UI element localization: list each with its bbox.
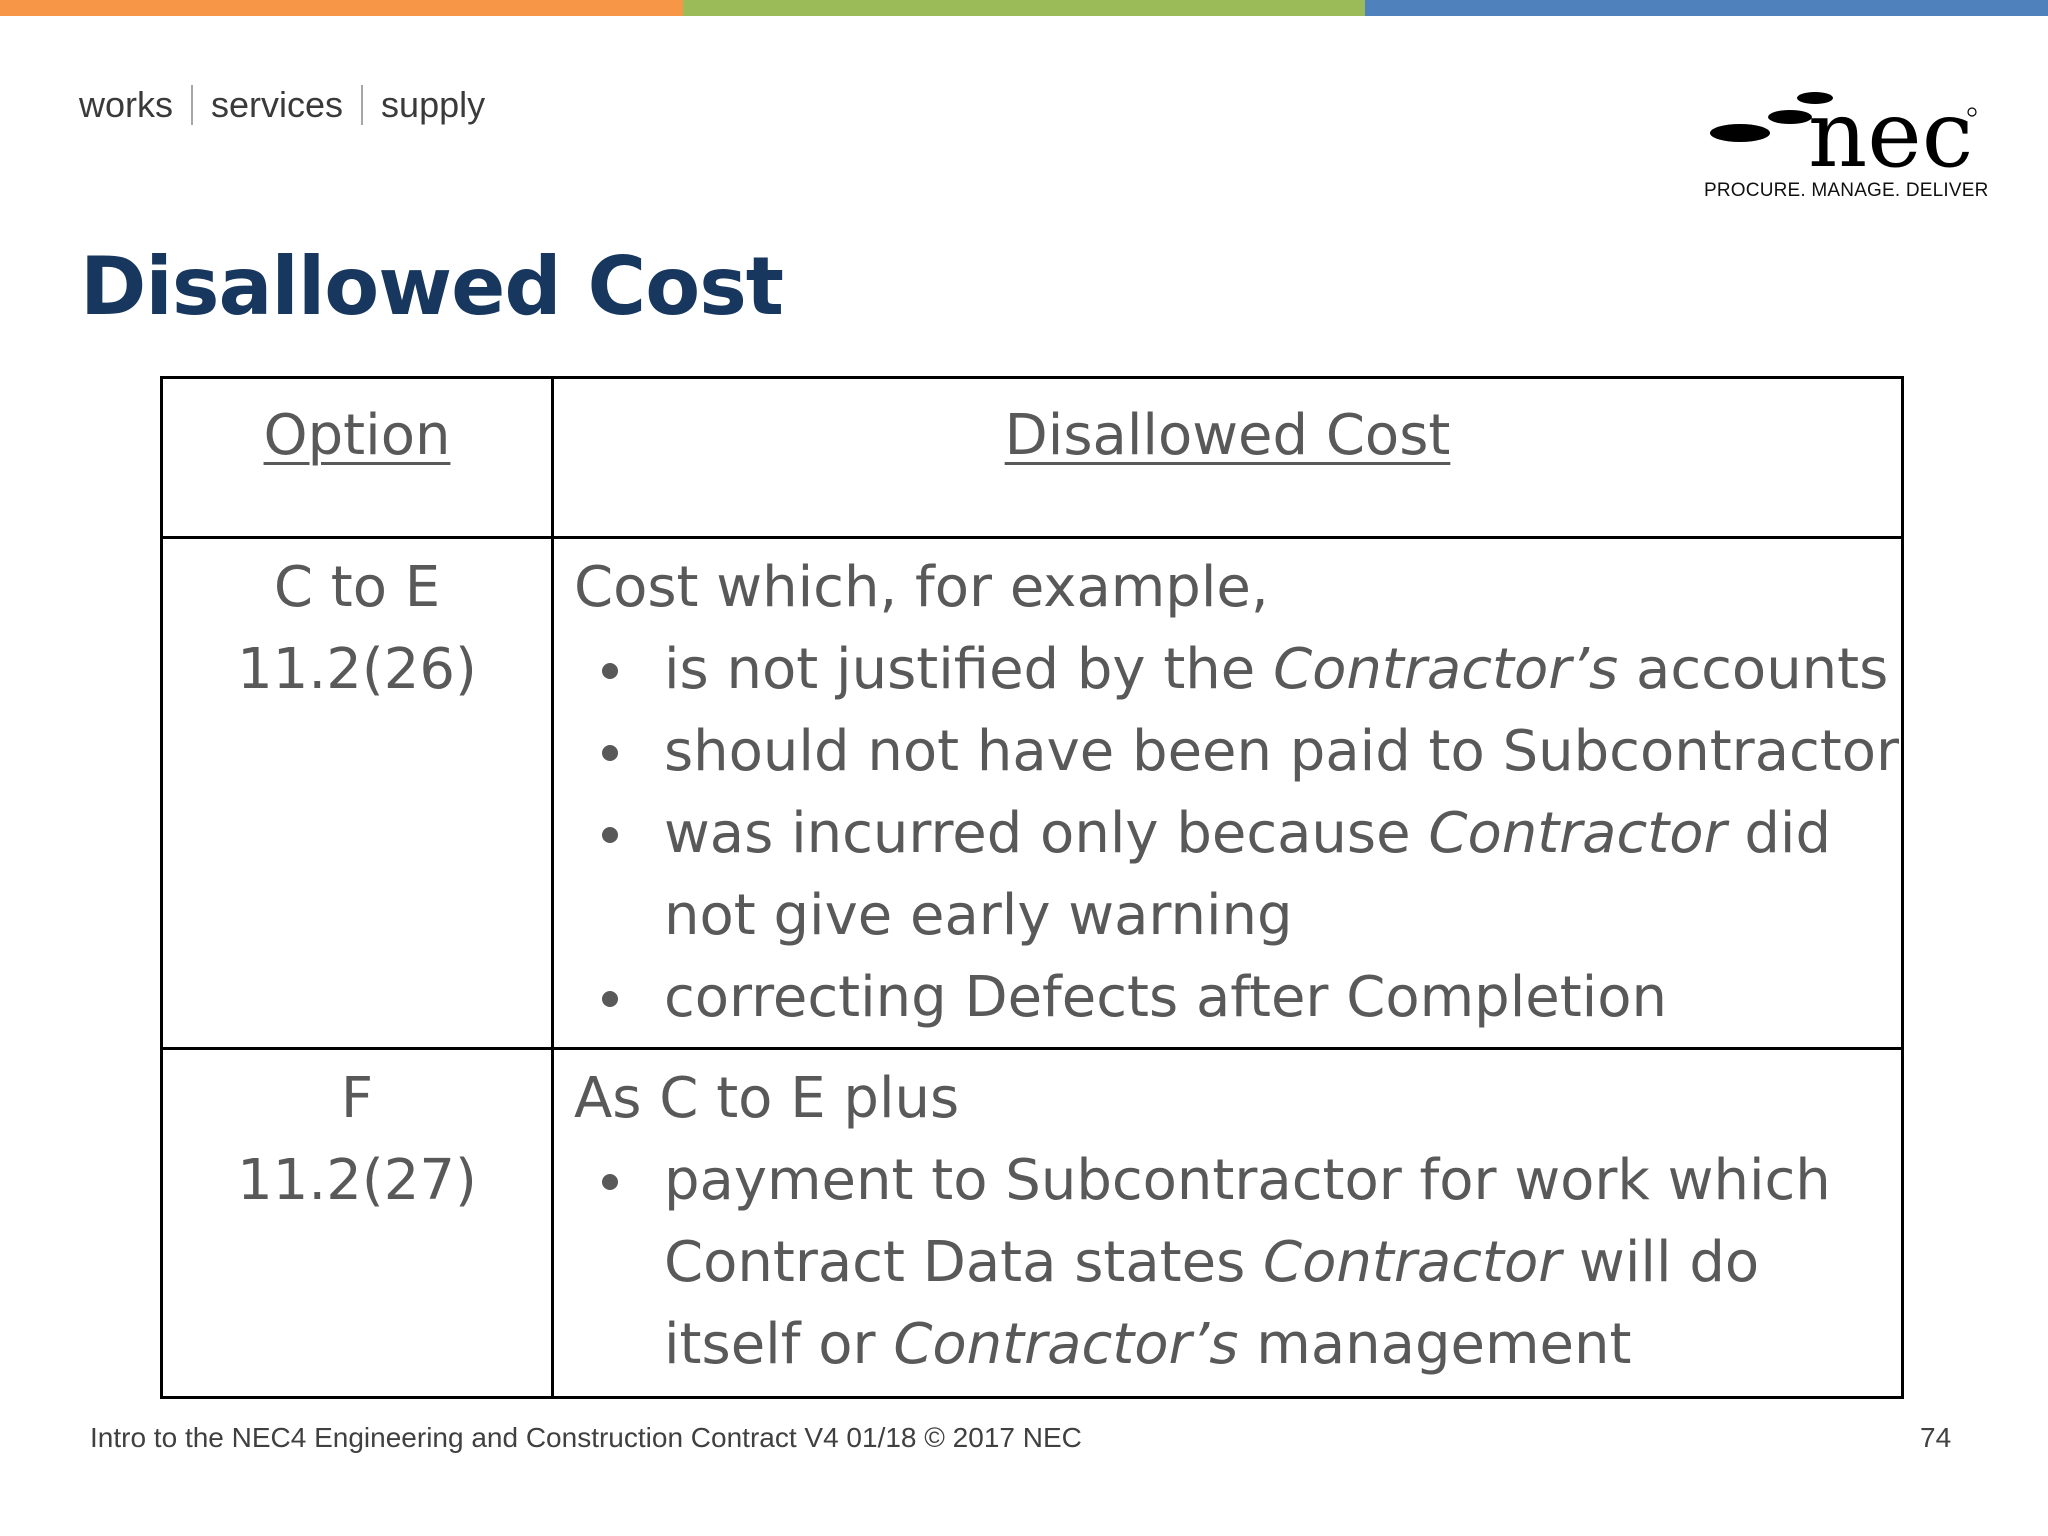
tagline-supply: supply bbox=[381, 84, 486, 125]
bullet-text: correcting Defects after Completion bbox=[664, 965, 1667, 1030]
italic-term: Contractor’s bbox=[893, 1312, 1239, 1377]
footer-text: Intro to the NEC4 Engineering and Construction Contract V4 01/18 © 2017 NEC bbox=[90, 1422, 1082, 1453]
bullet-item bbox=[574, 793, 1901, 957]
description-lead: Cost which, for example, bbox=[574, 555, 1269, 620]
option-clause: 11.2(26) bbox=[237, 637, 477, 702]
tagline-divider bbox=[361, 85, 363, 125]
bullet-item bbox=[574, 711, 1901, 793]
bullet-text: did not give early warning bbox=[664, 801, 1831, 948]
bullet-text: is not justified by the bbox=[664, 637, 1274, 702]
header-option-label: Option bbox=[263, 403, 451, 468]
bullet-text: accounts bbox=[1618, 637, 1889, 702]
bullet-item bbox=[574, 629, 1901, 711]
description-cell bbox=[553, 538, 1903, 1049]
header-tagline bbox=[79, 84, 485, 126]
disallowed-cost-table bbox=[160, 376, 1904, 1399]
option-clause: 11.2(27) bbox=[237, 1148, 477, 1213]
description-lead: As C to E plus bbox=[574, 1066, 960, 1131]
header-disallowed-cost-label: Disallowed Cost bbox=[1004, 403, 1451, 468]
bullet-list bbox=[574, 1140, 1901, 1386]
top-bar-green bbox=[683, 0, 1366, 16]
tagline-services: services bbox=[211, 84, 344, 125]
tagline-divider bbox=[191, 85, 193, 125]
option-cell bbox=[162, 538, 553, 1049]
bullet-text: will do itself or bbox=[664, 1230, 1760, 1377]
table-header-row bbox=[162, 378, 1903, 538]
top-color-bar bbox=[0, 0, 2048, 16]
bullet-item bbox=[574, 1140, 1901, 1386]
header-option bbox=[162, 378, 553, 538]
bullet-list bbox=[574, 629, 1901, 1039]
italic-term: Contractor’s bbox=[1273, 637, 1619, 702]
bullet-item bbox=[574, 957, 1901, 1039]
tagline-works: works bbox=[79, 84, 174, 125]
option-name: F bbox=[340, 1066, 374, 1131]
bullet-text: should not have been paid to Subcontractor bbox=[664, 719, 1900, 784]
option-name: C to E bbox=[273, 555, 441, 620]
nec-logo-mark bbox=[1700, 86, 1980, 176]
bullet-text: was incurred only because bbox=[664, 801, 1429, 866]
header-disallowed-cost bbox=[553, 378, 1903, 538]
option-cell bbox=[162, 1049, 553, 1398]
logo-tagline: PROCURE. MANAGE. DELIVER bbox=[1704, 180, 1989, 201]
logo-wordmark: nec bbox=[1808, 86, 1974, 176]
description-cell bbox=[553, 1049, 1903, 1398]
table-row bbox=[162, 538, 1903, 1049]
top-bar-blue bbox=[1365, 0, 2048, 16]
page-number: 74 bbox=[1920, 1422, 1952, 1453]
bullet-text: management bbox=[1238, 1312, 1632, 1377]
page-title: Disallowed Cost bbox=[80, 240, 784, 333]
bullet-text: payment to Subcontractor for work which Contract Data states bbox=[664, 1148, 1831, 1295]
italic-term: Contractor bbox=[1428, 801, 1727, 866]
italic-term: Contractor bbox=[1263, 1230, 1562, 1295]
top-bar-orange bbox=[0, 0, 683, 16]
table-row bbox=[162, 1049, 1903, 1398]
